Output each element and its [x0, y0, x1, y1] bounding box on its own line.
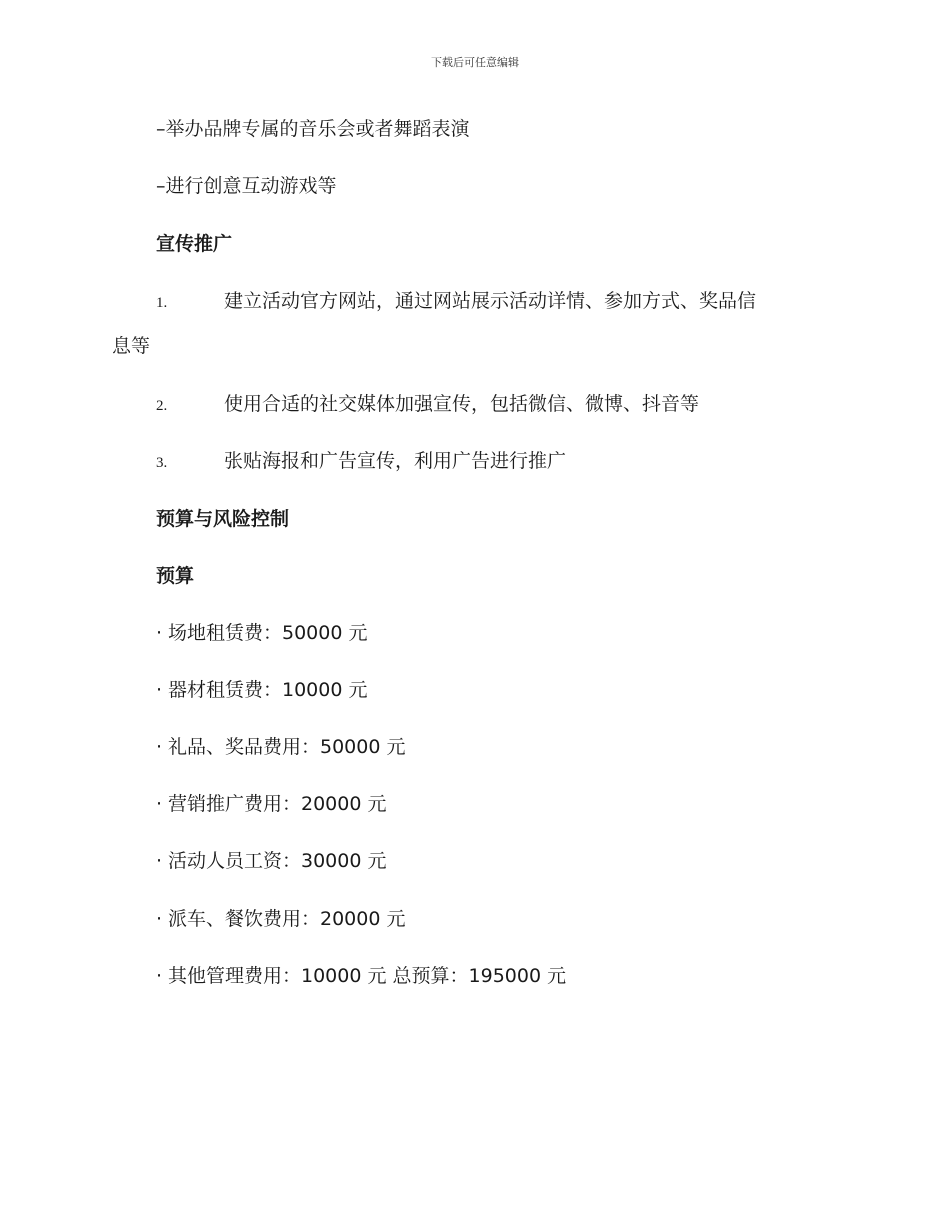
bullet-icon: ·: [156, 908, 163, 930]
numbered-item: [156, 288, 756, 316]
item-text-continuation: 息等: [112, 335, 151, 357]
activity-item: –进行创意互动游戏等: [156, 175, 337, 197]
bullet-icon: ·: [156, 679, 163, 701]
budget-item-text: 其他管理费用：10000 元 总预算：195000 元: [168, 965, 567, 987]
activity-item: –举办品牌专属的音乐会或者舞蹈表演: [156, 118, 470, 140]
bullet-icon: ·: [156, 736, 163, 758]
budget-item: [156, 734, 405, 760]
bullet-icon: ·: [156, 622, 163, 644]
budget-item-text: 派车、餐饮费用：20000 元: [168, 908, 406, 930]
subheading-budget: 预算: [156, 565, 195, 587]
item-number: 1.: [156, 295, 168, 311]
item-number: 3.: [156, 455, 168, 471]
budget-item-text: 活动人员工资：30000 元: [168, 850, 387, 872]
numbered-item: [156, 448, 566, 476]
section-heading-promotion: 宣传推广: [156, 233, 233, 255]
budget-item-text: 场地租赁费：50000 元: [168, 622, 368, 644]
section-heading-budget-risk: 预算与风险控制: [156, 508, 290, 530]
item-text: 建立活动官方网站，通过网站展示活动详情、参加方式、奖品信: [224, 290, 757, 312]
page-header: 下载后可任意编辑: [431, 56, 519, 69]
bullet-icon: ·: [156, 850, 163, 872]
numbered-item: [156, 391, 699, 419]
budget-item: [156, 963, 566, 989]
budget-item: [156, 791, 386, 817]
item-number: 2.: [156, 398, 168, 414]
item-text: 张贴海报和广告宣传，利用广告进行推广: [224, 450, 567, 472]
budget-item-text: 器材租赁费：10000 元: [168, 679, 368, 701]
budget-item-text: 礼品、奖品费用：50000 元: [168, 736, 406, 758]
item-text: 使用合适的社交媒体加强宣传，包括微信、微博、抖音等: [224, 393, 700, 415]
bullet-icon: ·: [156, 793, 163, 815]
budget-item: [156, 677, 367, 703]
budget-item: [156, 620, 367, 646]
budget-item: [156, 906, 405, 932]
budget-item: [156, 848, 386, 874]
budget-item-text: 营销推广费用：20000 元: [168, 793, 387, 815]
bullet-icon: ·: [156, 965, 163, 987]
